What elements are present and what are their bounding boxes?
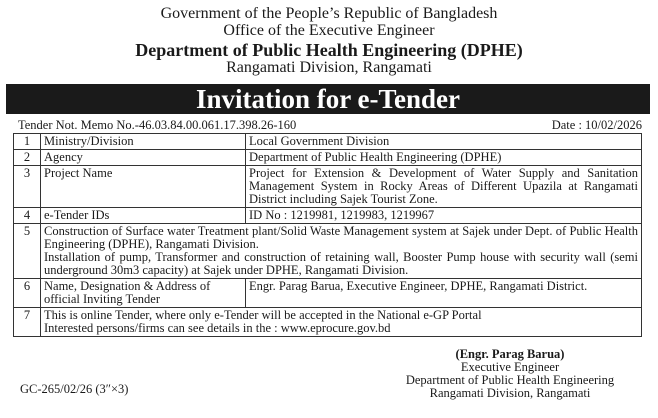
- row-key: Ministry/Division: [41, 134, 246, 150]
- row-number: 2: [14, 150, 41, 166]
- table-row: [14, 166, 642, 208]
- row-value: ID No : 1219981, 1219983, 1219967: [246, 208, 642, 224]
- signatory-name: (Engr. Parag Barua): [455, 347, 565, 361]
- government-title: Government of the People’s Republic of Bangladesh: [160, 5, 498, 22]
- signatory-department: Department of Public Health Engineering: [405, 373, 615, 387]
- tender-table: [13, 133, 642, 337]
- row-key: Agency: [41, 150, 246, 166]
- row-number: 1: [14, 134, 41, 150]
- description-line: This is online Tender, where only e-Tender will be accepted in the National e-GP Portal: [44, 308, 482, 322]
- row-description: [41, 308, 642, 337]
- row-key: Project Name: [41, 166, 246, 208]
- description-line: Construction of Surface water Treatment plant/Solid Waste Management system at Sajek under Dept. of Public Health Engineering (DPHE), Rangamati Division.: [44, 224, 638, 251]
- invitation-banner: Invitation for e-Tender: [6, 84, 650, 114]
- row-value: Project for Extension & Development of Water Supply and Sanitation Management System in Rocky Areas of Different Upazila at Rangamati District including Sajek Tourist Zone.: [246, 166, 642, 208]
- division-title: Rangamati Division, Rangamati: [226, 59, 432, 76]
- department-title: Department of Public Health Engineering (DPHE): [135, 40, 523, 60]
- row-number: 6: [14, 279, 41, 308]
- table-row: [14, 134, 642, 150]
- table-row: [14, 150, 642, 166]
- row-value: Local Government Division: [246, 134, 642, 150]
- office-title: Office of the Executive Engineer: [223, 22, 435, 39]
- signatory-location: Rangamati Division, Rangamati: [429, 386, 591, 400]
- row-number: 7: [14, 308, 41, 337]
- description-line: Interested persons/firms can see details in the : www.eprocure.gov.bd: [44, 321, 391, 335]
- table-row: [14, 224, 642, 279]
- notice-date: Date : 10/02/2026: [551, 118, 642, 132]
- row-key: Name, Designation & Address of official Inviting Tender: [41, 279, 246, 308]
- table-row: [14, 279, 642, 308]
- row-key: e-Tender IDs: [41, 208, 246, 224]
- row-number: 3: [14, 166, 41, 208]
- gc-reference: GC-265/02/26 (3″×3): [20, 382, 129, 396]
- row-value: Engr. Parag Barua, Executive Engineer, DPHE, Rangamati District.: [246, 279, 642, 308]
- description-line: Installation of pump, Transformer and construction of retaining wall, Booster Pump house with security wall (semi underground 30m3 capacity) at Sajek under DPHE, Rangamati Division.: [44, 250, 638, 277]
- table-row: [14, 308, 642, 337]
- row-value: Department of Public Health Engineering (DPHE): [246, 150, 642, 166]
- memo-number: Tender Not. Memo No.-46.03.84.00.061.17.398.26-160: [18, 118, 297, 132]
- signatory-title: Executive Engineer: [460, 360, 560, 374]
- row-number: 5: [14, 224, 41, 279]
- table-row: [14, 208, 642, 224]
- row-number: 4: [14, 208, 41, 224]
- row-description: [41, 224, 642, 279]
